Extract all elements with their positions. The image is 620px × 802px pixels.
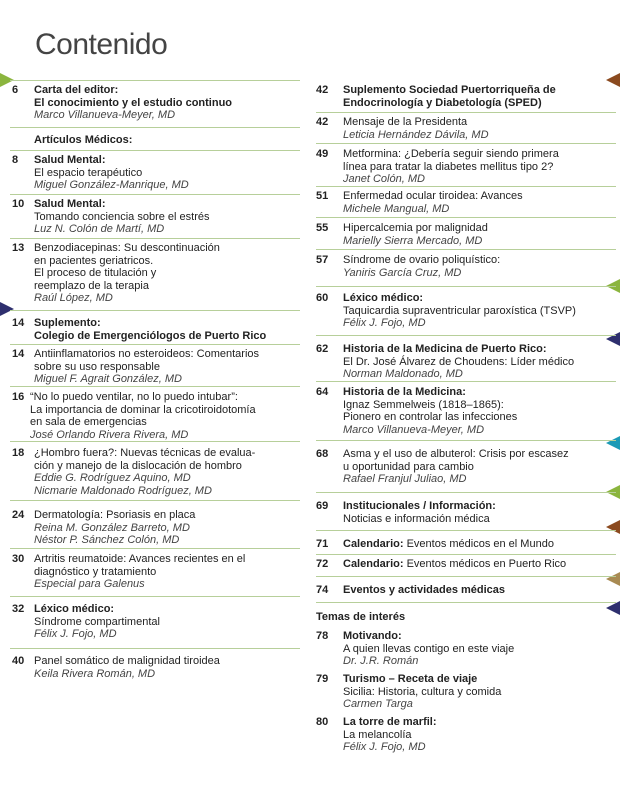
entry-title: La importancia de dominar la cricotiroidotomía — [30, 403, 256, 416]
entry-title: Carta del editor: — [34, 84, 119, 96]
divider — [10, 596, 300, 597]
page-number: 51 — [316, 190, 329, 202]
divider — [316, 186, 616, 187]
entry-title: Taquicardia supraventricular paroxística (TSVP) — [343, 304, 576, 317]
page-number: 8 — [12, 154, 19, 166]
page-number: 14 — [12, 317, 25, 329]
entry-title: Eventos y actividades médicas — [343, 584, 506, 596]
entry-title: Dermatología: Psoriasis en placa — [34, 509, 196, 521]
page-number: 78 — [316, 630, 329, 642]
page-title: Contenido — [35, 28, 168, 61]
entry-title: Sicilia: Historia, cultura y comida — [343, 685, 502, 698]
page-number: 14 — [12, 348, 25, 360]
entry-title: El Dr. José Álvarez de Choudens: Líder médico — [343, 355, 575, 368]
entry-author: Marielly Sierra Mercado, MD — [343, 234, 483, 247]
entry-author: Reina M. González Barreto, MD — [34, 521, 190, 534]
page-number: 55 — [316, 222, 329, 234]
divider — [10, 150, 300, 151]
entry-title: Metformina: ¿Debería seguir siendo primera — [343, 148, 559, 160]
entry-author: Rafael Franjul Juliao, MD — [343, 473, 467, 485]
entry-author: Leticia Hernández Dávila, MD — [343, 128, 489, 141]
entry-author: José Orlando Rivera Rivera, MD — [30, 428, 189, 441]
divider — [10, 500, 300, 501]
entry-title: Salud Mental: — [34, 198, 106, 210]
entry-title: Tomando conciencia sobre el estrés — [34, 210, 210, 223]
entry-title: Suplemento: — [34, 317, 101, 329]
entry-title: Síndrome de ovario poliquístico: — [343, 254, 501, 266]
navy-marker-icon — [0, 302, 14, 316]
entry-author: Raúl López, MD — [34, 292, 113, 304]
entry-title: El espacio terapéutico — [34, 166, 143, 179]
page-number: 16 — [12, 391, 25, 403]
entry-title: El conocimiento y el estudio continuo — [34, 96, 233, 109]
entry-title: Panel somático de malignidad tiroidea — [34, 655, 220, 667]
entry-title: línea para tratar la diabetes mellitus tipo 2? — [343, 160, 554, 173]
entry-author: Marco Villanueva-Meyer, MD — [34, 109, 176, 121]
entry-author: Félix J. Fojo, MD — [34, 628, 117, 640]
divider — [10, 194, 300, 195]
page-number: 6 — [12, 84, 19, 96]
entry-title: Hipercalcemia por malignidad — [343, 222, 488, 234]
section-heading: Artículos Médicos: — [34, 134, 133, 146]
entry-title: Turismo – Receta de viaje — [343, 673, 478, 685]
divider — [10, 648, 300, 649]
entry-author: Miguel González-Manrique, MD — [34, 179, 189, 191]
divider — [316, 440, 616, 441]
entry-title: La melancolía — [343, 728, 412, 741]
divider — [10, 386, 300, 387]
entry-author: Janet Colón, MD — [343, 173, 425, 185]
entry-author: Yaniris García Cruz, MD — [343, 266, 462, 279]
entry-author: Félix J. Fojo, MD — [343, 741, 426, 753]
divider — [316, 143, 616, 144]
divider — [316, 217, 616, 218]
page-number: 72 — [316, 558, 329, 570]
divider — [316, 492, 616, 493]
entry-title: Artritis reumatoide: Avances recientes en el — [34, 553, 246, 565]
page-number: 32 — [12, 603, 25, 615]
entry-author: Keila Rivera Román, MD — [34, 667, 156, 680]
divider — [316, 602, 616, 603]
divider — [316, 381, 616, 382]
divider — [316, 576, 616, 577]
entry-title: Pionero en controlar las infecciones — [343, 411, 518, 423]
entry-author: Dr. J.R. Román — [343, 655, 419, 667]
divider — [316, 286, 616, 287]
entry-title: u oportunidad para cambio — [343, 460, 474, 473]
entry-author: Marco Villanueva-Meyer, MD — [343, 423, 485, 436]
entry-author: Especial para Galenus — [34, 578, 145, 590]
page-number: 42 — [316, 116, 329, 128]
page-number: 79 — [316, 673, 329, 685]
entry-title: Mensaje de la Presidenta — [343, 116, 468, 128]
entry-title: El proceso de titulación y — [34, 267, 157, 279]
entry-title: Endocrinología y Diabetología (SPED) — [343, 96, 542, 109]
divider — [10, 310, 300, 311]
entry-author: Miguel F. Agrait González, MD — [34, 373, 182, 385]
entry-subtitle: Eventos médicos en el Mundo — [403, 538, 554, 550]
entry-title: Calendario: — [343, 538, 404, 550]
divider — [316, 335, 616, 336]
entry-title: reemplazo de la terapia — [34, 279, 149, 292]
entry-title: Léxico médico: — [34, 603, 115, 615]
entry-title: sobre su uso responsable — [34, 360, 160, 373]
entry-title: Historia de la Medicina: — [343, 386, 466, 398]
page-number: 62 — [316, 343, 329, 355]
divider — [10, 344, 300, 345]
entry-author: Félix J. Fojo, MD — [343, 317, 426, 329]
entry-title: ción y manejo de la dislocación de hombro — [34, 459, 242, 472]
entry-title: Asma y el uso de albuterol: Crisis por escasez — [343, 448, 569, 460]
page-number: 64 — [316, 386, 329, 398]
page-number: 13 — [12, 242, 25, 254]
divider — [316, 112, 616, 113]
entry-title: Historia de la Medicina de Puerto Rico: — [343, 343, 547, 355]
divider — [316, 554, 616, 555]
entry-title: “No lo puedo ventilar, no lo puedo intubar”: — [30, 391, 238, 403]
page-number: 49 — [316, 148, 329, 160]
page-number: 68 — [316, 448, 329, 460]
divider — [10, 441, 300, 442]
entry-title: en pacientes geriatricos. — [34, 254, 154, 267]
page-number: 10 — [12, 198, 25, 210]
entry-title: Colegio de Emergenciólogos de Puerto Rico — [34, 329, 267, 342]
page-number: 80 — [316, 716, 329, 728]
entry-author: Norman Maldonado, MD — [343, 368, 463, 380]
page-number: 60 — [316, 292, 329, 304]
entry-title: diagnóstico y tratamiento — [34, 565, 157, 578]
navy-marker-icon — [606, 601, 620, 615]
entry-title: ¿Hombro fuera?: Nuevas técnicas de evalua- — [34, 447, 256, 459]
entry-author: Néstor P. Sánchez Colón, MD — [34, 534, 180, 546]
entry-title: Suplemento Sociedad Puertorriqueña de — [343, 84, 556, 96]
divider — [10, 127, 300, 128]
entry-title: Calendario: — [343, 558, 404, 570]
entry-subtitle: Eventos médicos en Puerto Rico — [403, 558, 567, 570]
entry-title: Motivando: — [343, 630, 402, 642]
page-number: 18 — [12, 447, 25, 459]
divider — [10, 238, 300, 239]
entry-author: Carmen Targa — [343, 698, 413, 710]
entry-title: Noticias e información médica — [343, 512, 490, 525]
entry-author: Michele Mangual, MD — [343, 202, 450, 215]
entry-title: Benzodiacepinas: Su descontinuación — [34, 242, 220, 254]
page-number: 30 — [12, 553, 25, 565]
divider — [316, 530, 616, 531]
entry-title: Institucionales / Información: — [343, 500, 496, 512]
entry-author: Eddie G. Rodríguez Aquino, MD — [34, 472, 191, 484]
page-number: 42 — [316, 84, 329, 96]
section-heading: Temas de interés — [316, 611, 406, 623]
divider — [10, 80, 300, 81]
entry-title: Ignaz Semmelweis (1818–1865): — [343, 398, 504, 411]
entry-title: en sala de emergencias — [30, 416, 147, 428]
entry-title: A quien llevas contigo en este viaje — [343, 642, 515, 655]
page-number: 40 — [12, 655, 25, 667]
entry-title: Salud Mental: — [34, 154, 106, 166]
entry-title: La torre de marfil: — [343, 716, 437, 728]
entry-title: Léxico médico: — [343, 292, 424, 304]
divider — [316, 249, 616, 250]
page-number: 24 — [12, 509, 25, 521]
entry-author: Luz N. Colón de Martí, MD — [34, 223, 165, 235]
entry-title: Antiinflamatorios no esteroideos: Comentarios — [34, 348, 260, 360]
page-number: 69 — [316, 500, 329, 512]
page-number: 71 — [316, 538, 329, 550]
entry-title: Enfermedad ocular tiroidea: Avances — [343, 190, 523, 202]
entry-title: Síndrome compartimental — [34, 615, 160, 628]
divider — [10, 548, 300, 549]
page-number: 74 — [316, 584, 329, 596]
entry-author: Nicmarie Maldonado Rodríguez, MD — [34, 484, 212, 497]
page-number: 57 — [316, 254, 329, 266]
